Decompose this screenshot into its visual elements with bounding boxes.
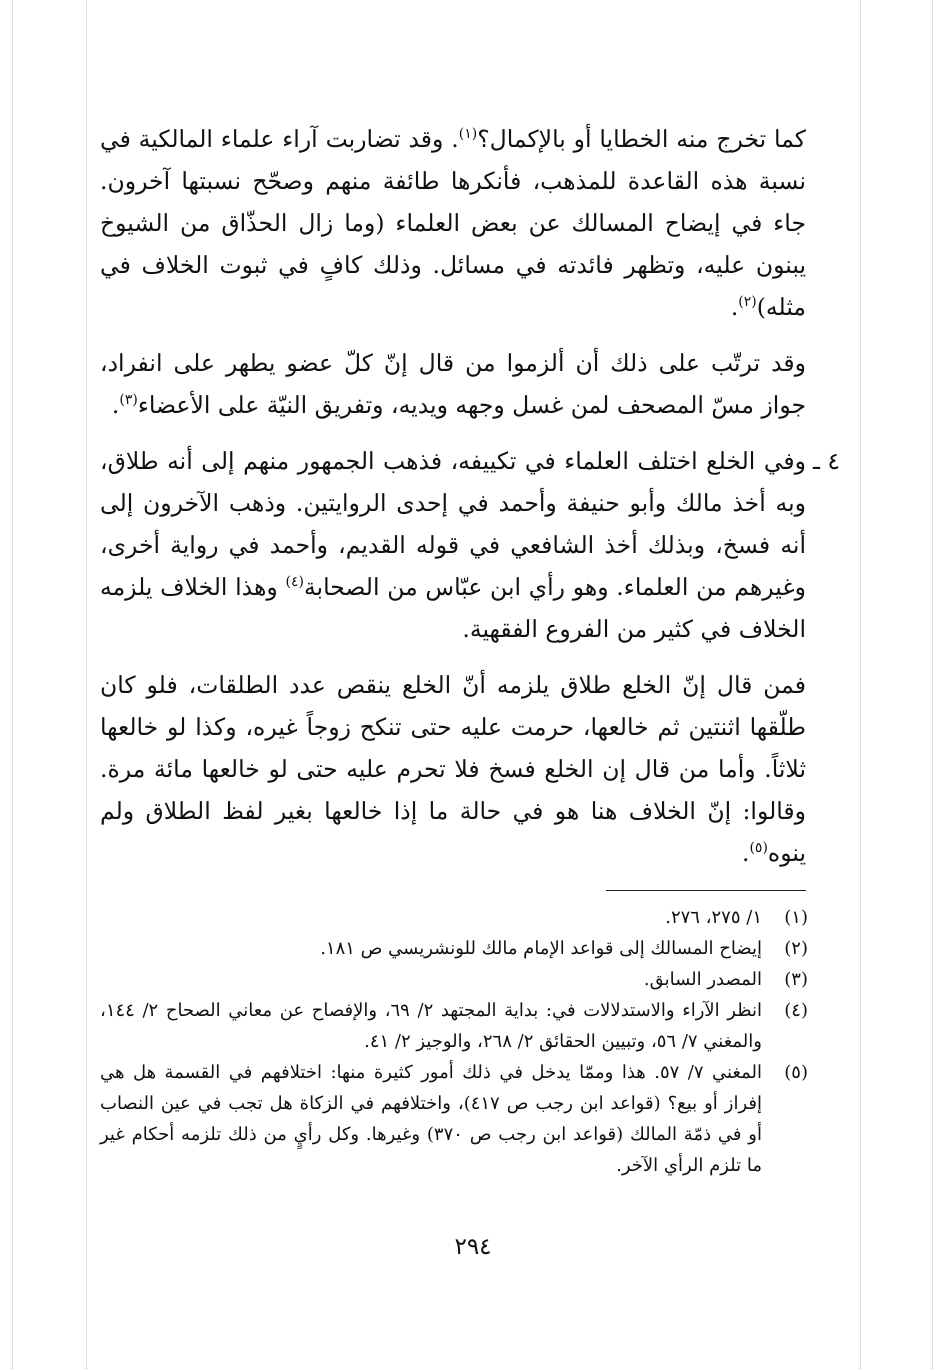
footnote-3 <box>100 964 808 995</box>
paragraph-3-text-b: وهذا الخلاف يلزمه الخلاف في كثير من الفروع الفقهية. <box>100 573 806 643</box>
footnote-ref-3: (٣) <box>119 392 138 409</box>
paragraph-2 <box>100 342 806 426</box>
footnote-1-number: (١) <box>784 907 808 928</box>
paragraph-1-text-c: . <box>730 293 739 321</box>
footnote-3-text: المصدر السابق. <box>643 969 762 990</box>
footnote-5-number: (٥) <box>784 1062 808 1083</box>
footnote-4 <box>100 995 808 1057</box>
footnote-2-text: إيضاح المسالك إلى قواعد الإمام مالك للونشريسي ص ١٨١. <box>320 938 762 959</box>
paragraph-4-text-a: فمن قال إنّ الخلع طلاق يلزمه أنّ الخلع ينقص عدد الطلقات، فلو كان طلّقها اثنتين ثم خالعها، حرمت عليه حتى تنكح زوجاً غيره، وكذا لو خالعها ثلاثاً. وأما من قال إن الخلع فسخ فلا تحرم عليه حتى لو خالعها مائة مرة. وقالوا: إنّ الخلاف هنا هو في حالة ما إذا خالعها بغير لفظ الطلاق ولم ينوه <box>100 671 806 867</box>
page-edge-right-inner <box>860 0 861 1369</box>
footnote-5 <box>100 1057 808 1181</box>
paragraph-4 <box>100 664 806 874</box>
footnote-5-text: المغني ٧/ ٥٧. هذا وممّا يدخل في ذلك أمور كثيرة منها: اختلافهم في القسمة هل هي إفراز أو بيع؟ (قواعد ابن رجب ص ٤١٧)، واختلافهم في الزكاة هل تجب في عين النصاب أو في ذمّة المالك (قواعد ابن رجب ص ٣٧٠) وغيرها. وكل رأيٍ من ذلك تلزمه أحكام غير ما تلزم الرأي الآخر. <box>100 1062 762 1176</box>
paragraph-4-text-b: . <box>741 839 750 867</box>
page-edge-left-inner <box>86 0 87 1369</box>
footnote-ref-2: (٢) <box>738 294 757 311</box>
footnote-3-number: (٣) <box>784 969 808 990</box>
footnote-2-number: (٢) <box>784 938 808 959</box>
footnote-ref-4: (٤) <box>285 574 304 591</box>
paragraph-1-text-a: كما تخرج منه الخطايا أو بالإكمال؟ <box>477 125 806 153</box>
list-number-4: ٤ ـ <box>813 447 840 475</box>
footnote-1 <box>100 902 808 933</box>
footnote-ref-5: (٥) <box>749 840 768 857</box>
footnote-ref-1: (١) <box>458 126 478 143</box>
paragraph-3-text-a: وفي الخلع اختلف العلماء في تكييفه، فذهب الجمهور منهم إلى أنه طلاق، وبه أخذ مالك وأبو حنيفة وأحمد في إحدى الروايتين. وذهب الآخرون إلى أنه فسخ، وبذلك أخذ الشافعي في قوله القديم، وأحمد في رواية أخرى، وغيرهم من العلماء. وهو رأي ابن عبّاس من الصحابة <box>100 447 807 601</box>
footnote-4-text: انظر الآراء والاستدلالات في: بداية المجتهد ٢/ ٦٩، والإفصاح عن معاني الصحاح ٢/ ١٤٤، والمغني ٧/ ٥٦، وتبيين الحقائق ٢/ ٢٦٨، والوجيز ٢/ ٤١. <box>100 1000 763 1052</box>
footnote-separator <box>606 890 806 891</box>
page-body <box>100 118 840 874</box>
footnote-1-text: ١/ ٢٧٥، ٢٧٦. <box>665 907 762 928</box>
page-edge-left <box>12 0 13 1369</box>
page-number: ٢٩٤ <box>454 1234 492 1260</box>
page-edge-right <box>932 0 933 1369</box>
paragraph-2-text-a: وقد ترتّب على ذلك أن ألزموا من قال إنّ كلّ عضو يطهر على انفراد، جواز مسّ المصحف لمن غسل وجهه ويديه، وتفريق النيّة على الأعضاء <box>100 349 806 419</box>
paragraph-1-text-b: . وقد تضاربت آراء علماء المالكية في نسبة هذه القاعدة للمذهب، فأنكرها طائفة منهم وصحّح نسبتها آخرون. جاء في إيضاح المسالك عن بعض العلماء (وما زال الحذّاق من الشيوخ يبنون عليه، وتظهر فائدته في مسائل. وذلك كافٍ في ثبوت الخلاف في مثله) <box>100 125 806 321</box>
footnotes <box>100 902 808 1181</box>
footnote-4-number: (٤) <box>784 1000 808 1021</box>
footnote-2 <box>100 933 808 964</box>
paragraph-3 <box>100 440 840 650</box>
paragraph-2-text-b: . <box>111 391 120 419</box>
paragraph-1 <box>100 118 806 328</box>
